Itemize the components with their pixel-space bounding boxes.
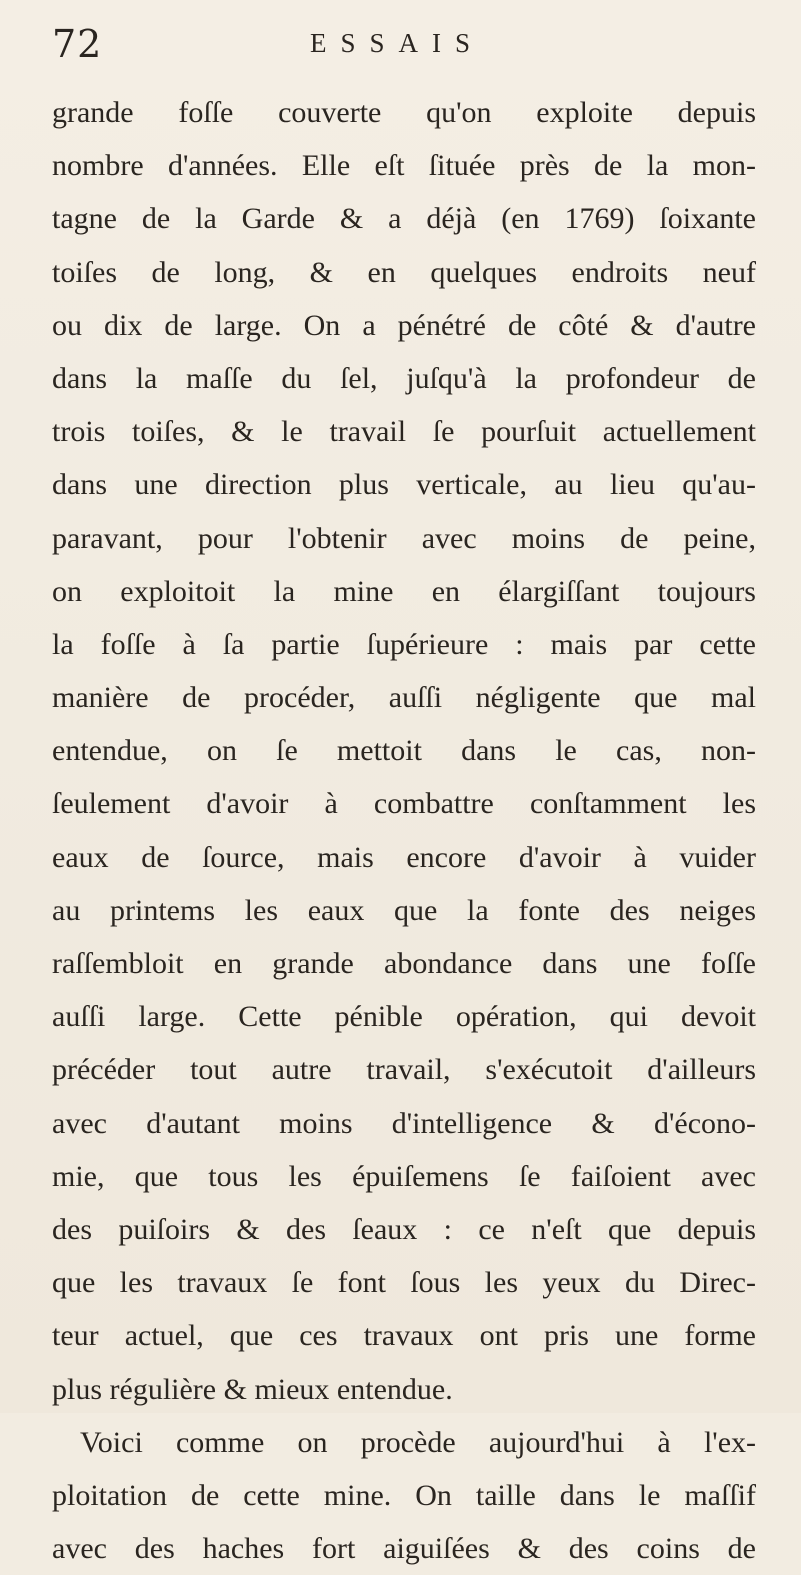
text-line: précéder tout autre travail, s'exécutoit d'ailleurs [52, 1053, 756, 1087]
text-line: des puiſoirs & des ſeaux : ce n'eſt que depuis [52, 1212, 756, 1246]
text-line: raſſembloit en grande abondance dans une foſſe [52, 947, 756, 980]
text-line: la foſſe à ſa partie ſupérieure : mais par cette [52, 627, 756, 661]
text-line: avec d'autant moins d'intelligence & d'écono- [52, 1106, 756, 1140]
text-line: teur actuel, que ces travaux ont pris une forme [52, 1319, 756, 1353]
text-line: on exploitoit la mine en élargiſſant toujours [52, 574, 756, 608]
text-line: mie, que tous les épuiſemens ſe faiſoient avec [52, 1159, 756, 1193]
text-line: trois toiſes, & le travail ſe pourſuit actuellement [52, 415, 756, 449]
text-line: plus régulière & mieux entendue. [52, 1372, 453, 1406]
text-line: avec des haches fort aiguiſées & des coins de [52, 1532, 756, 1566]
text-line: tagne de la Garde & a déjà (en 1769) ſoixante [52, 202, 756, 236]
text-line: au printems les eaux que la fonte des neiges [52, 893, 756, 927]
text-line: Voici comme on procède aujourd'hui à l'ex- [80, 1425, 756, 1459]
text-line: manière de procéder, auſſi négligente que mal [52, 681, 756, 715]
text-line: eaux de ſource, mais encore d'avoir à vuider [52, 840, 756, 874]
text-line: ſeulement d'avoir à combattre conſtamment les [52, 787, 756, 821]
text-line: dans la maſſe du ſel, juſqu'à la profondeur de [52, 361, 756, 395]
text-line: que les travaux ſe font ſous les yeux du Direc- [52, 1266, 756, 1300]
text-line: entendue, on ſe mettoit dans le cas, non- [52, 734, 756, 768]
text-line: auſſi large. Cette pénible opération, qui devoit [52, 1000, 756, 1034]
body-text [52, 86, 756, 1575]
page-header [52, 22, 752, 82]
page-number: 72 [52, 22, 103, 66]
text-line: ploitation de cette mine. On taille dans le maſſif [52, 1478, 756, 1512]
text-line: paravant, pour l'obtenir avec moins de peine, [52, 521, 756, 555]
text-line: dans une direction plus verticale, au lieu qu'au- [52, 468, 756, 502]
text-line: nombre d'années. Elle eſt ſituée près de la mon- [52, 149, 756, 183]
text-line: toiſes de long, & en quelques endroits neuf [52, 255, 756, 289]
text-line: ou dix de large. On a pénétré de côté & d'autre [52, 308, 756, 342]
running-head: ESSAIS [310, 28, 485, 58]
text-line: grande foſſe couverte qu'on exploite depuis [52, 96, 756, 129]
